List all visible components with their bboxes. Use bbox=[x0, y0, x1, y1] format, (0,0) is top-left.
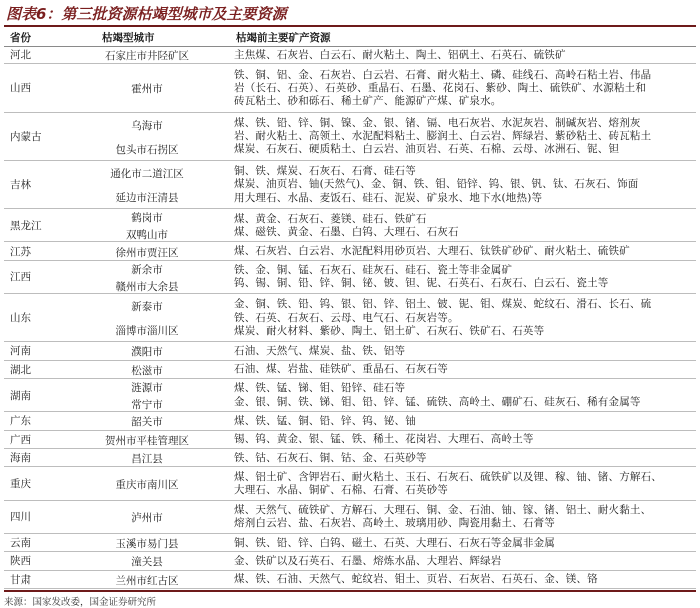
resource-line: 铁、钴、石灰石、铜、钴、金、石英砂等 bbox=[234, 451, 427, 464]
table-row bbox=[4, 261, 696, 294]
resource-line: 煤、黄金、石灰石、菱镁、硅石、铁矿石 bbox=[234, 212, 427, 225]
resources-cell bbox=[234, 165, 692, 205]
city-name: 昌江县 bbox=[131, 453, 163, 466]
province-cell: 海南 bbox=[10, 452, 31, 465]
resource-line: 锡、钨、黄金、银、锰、铁、稀土、花岗岩、大理石、高岭土等 bbox=[234, 433, 534, 446]
city-name: 常宁市 bbox=[131, 398, 163, 411]
resources-cell bbox=[234, 213, 692, 239]
resource-line: 煤、天然气、硫铁矿、方解石、大理石、铜、金、石油、铀、镓、锗、铝土、耐火黏土、 bbox=[234, 504, 652, 517]
city-cell bbox=[66, 242, 228, 259]
table-row bbox=[4, 294, 696, 342]
city-name: 包头市石拐区 bbox=[115, 143, 179, 156]
resource-line: 煤炭、油页岩、铀(天然气)、金、铜、铁、钼、铅锌、钨、银、钒、钛、石灰石、饰面 bbox=[234, 178, 639, 191]
header-city: 枯竭型城市 bbox=[102, 32, 155, 44]
resources-cell bbox=[234, 69, 692, 109]
header-province: 省份 bbox=[10, 32, 31, 44]
resource-line: 主焦煤、石灰岩、白云石、耐火粘土、陶土、铝矾土、石英石、硫铁矿 bbox=[234, 48, 566, 61]
resources-cell bbox=[234, 555, 692, 568]
table-row bbox=[4, 161, 696, 209]
city-cell bbox=[66, 261, 228, 293]
table-row bbox=[4, 361, 696, 379]
resource-line: 石油、天然气、煤炭、盐、铁、铝等 bbox=[234, 344, 406, 357]
city-cell bbox=[66, 209, 228, 241]
city-cell bbox=[66, 161, 228, 208]
resource-line: 铜、铁、煤炭、石灰石、石膏、硅石等 bbox=[234, 165, 416, 178]
resource-line: 石油、煤、岩盐、硅铁矿、重晶石、石灰石等 bbox=[234, 363, 448, 376]
city-cell bbox=[66, 412, 228, 429]
figure-title: 图表6：第三批资源枯竭型城市及主要资源 bbox=[4, 3, 696, 27]
city-cell bbox=[66, 361, 228, 378]
table-row bbox=[4, 467, 696, 500]
province-cell: 广东 bbox=[10, 415, 31, 428]
resource-line: 大理石、水晶、铜矿、石棉、石膏、石英砂等 bbox=[234, 483, 448, 496]
province-cell: 四川 bbox=[10, 511, 31, 524]
province-cell: 甘肃 bbox=[10, 573, 31, 586]
city-name: 贺州市平桂管理区 bbox=[105, 434, 189, 447]
city-cell bbox=[66, 379, 228, 411]
table-row bbox=[4, 113, 696, 161]
resource-line: 煤炭、石灰石、硬质粘土、白云岩、油页岩、石英、石棉、云母、冰洲石、铌、钽 bbox=[234, 143, 620, 156]
province-cell: 湖南 bbox=[10, 389, 31, 402]
province-cell: 山西 bbox=[10, 82, 31, 95]
province-cell: 江西 bbox=[10, 271, 31, 284]
city-name: 鹤岗市 bbox=[131, 212, 163, 225]
city-cell bbox=[66, 552, 228, 569]
resource-line: 金、铁矿以及石英石、石墨、熔炼水晶、大理岩、辉绿岩 bbox=[234, 554, 502, 567]
city-cell bbox=[66, 64, 228, 111]
resource-line: 煤、铁、锰、铜、铅、锌、钨、铋、铀 bbox=[234, 414, 416, 427]
city-name: 韶关市 bbox=[131, 416, 163, 429]
resources-cell bbox=[234, 504, 692, 530]
table-row bbox=[4, 209, 696, 242]
city-cell bbox=[66, 534, 228, 551]
city-name: 霍州市 bbox=[131, 83, 163, 96]
resource-line: 煤、铝土矿、含钾岩石、耐火粘土、玉石、石灰石、硫铁矿以及锂、稼、铀、锗、方解石、 bbox=[234, 470, 662, 483]
province-cell: 河北 bbox=[10, 49, 31, 62]
resource-line: 铜、铁、铅、锌、白钨、磁土、石英、大理石、石灰石等金属非金属 bbox=[234, 536, 555, 549]
province-cell: 陕西 bbox=[10, 555, 31, 568]
resources-cell bbox=[234, 363, 692, 376]
province-cell: 重庆 bbox=[10, 477, 31, 490]
city-name: 兰州市红古区 bbox=[115, 574, 179, 587]
province-cell: 广西 bbox=[10, 433, 31, 446]
header-resources: 枯竭前主要矿产资源 bbox=[236, 32, 331, 44]
resource-line: 岩、耐火粘土、高领土、水泥配料粘土、膨润土、白云岩、辉绿岩、紫砂粘土、砖瓦粘土 bbox=[234, 130, 652, 143]
resource-line: 金、铜、铁、铅、钨、银、铝、锌、铝土、铍、铌、钼、煤炭、蛇纹石、滑石、长石、硫 bbox=[234, 298, 652, 311]
resources-cell bbox=[234, 245, 692, 258]
city-name: 赣州市大余县 bbox=[115, 280, 179, 293]
resource-line: 煤、铁、锰、锑、钼、铅锌、硅石等 bbox=[234, 382, 406, 395]
city-name: 泸州市 bbox=[131, 512, 163, 525]
source-note: 来源：国家发改委，国金证券研究所 bbox=[4, 590, 696, 608]
table-row bbox=[4, 242, 696, 260]
resource-line: 煤炭、耐火材料、紫砂、陶土、铝土矿、石灰石、铁矿石、石英等 bbox=[234, 324, 545, 337]
resource-line: 用大理石、水晶、麦饭石、硅石、泥炭、矿泉水、地下水(地热)等 bbox=[234, 191, 543, 204]
resources-cell bbox=[234, 345, 692, 358]
city-name: 徐州市贾汪区 bbox=[115, 246, 179, 259]
city-name: 石家庄市井陉矿区 bbox=[105, 50, 189, 63]
table-row bbox=[4, 431, 696, 449]
city-name: 双鸭山市 bbox=[126, 229, 168, 242]
city-name: 玉溪市易门县 bbox=[115, 538, 179, 551]
resource-line: 煤、石灰岩、白云岩、水泥配料用砂页岩、大理石、钛铁矿砂矿、耐火粘土、硫铁矿 bbox=[234, 244, 630, 257]
resource-line: 钨、锡、铜、铅、锌、铜、铋、铍、钽、铌、石英石、石灰石、白云石、瓷土等 bbox=[234, 277, 609, 290]
table-row bbox=[4, 449, 696, 467]
province-cell: 河南 bbox=[10, 345, 31, 358]
city-cell bbox=[66, 113, 228, 160]
province-cell: 黑龙江 bbox=[10, 219, 42, 232]
resources-cell bbox=[234, 298, 692, 338]
province-cell: 吉林 bbox=[10, 178, 31, 191]
table-row bbox=[4, 64, 696, 112]
resources-cell bbox=[234, 264, 692, 290]
city-name: 新泰市 bbox=[131, 301, 163, 314]
city-name: 通化市二道江区 bbox=[110, 167, 184, 180]
city-name: 重庆市南川区 bbox=[115, 478, 179, 491]
resources-cell bbox=[234, 537, 692, 550]
resource-line: 铁、石英、石灰石、云母、电气石、石灰岩等。 bbox=[234, 311, 459, 324]
resource-line: 金、银、铜、铁、锑、钼、铅、锌、锰、硫铁、高岭土、硼矿石、硅灰石、稀有金属等 bbox=[234, 395, 641, 408]
province-cell: 云南 bbox=[10, 537, 31, 550]
resources-cell bbox=[234, 433, 692, 446]
resources-cell bbox=[234, 382, 692, 408]
city-name: 延边市汪清县 bbox=[115, 192, 179, 205]
resource-line: 铁、金、铜、锰、石灰石、硅灰石、硅石、瓷土等非金属矿 bbox=[234, 264, 513, 277]
city-cell bbox=[66, 467, 228, 499]
province-cell: 山东 bbox=[10, 312, 31, 325]
resource-line: 煤、铁、铅、锌、铜、镍、金、银、锗、镉、电石灰岩、水泥灰岩、制碱灰岩、熔剂灰 bbox=[234, 116, 641, 129]
resources-cell bbox=[234, 573, 692, 586]
province-cell: 湖北 bbox=[10, 363, 31, 376]
resource-line: 铁、铜、铝、金、石灰岩、白云岩、石膏、耐火粘土、磷、硅线石、高岭石粘土岩、伟晶 bbox=[234, 68, 652, 81]
table-row bbox=[4, 379, 696, 412]
resource-line: 熔剂白云岩、盐、石灰岩、高岭土、玻璃用砂、陶瓷用黏土、石膏等 bbox=[234, 517, 555, 530]
resources-cell bbox=[234, 452, 692, 465]
table-row bbox=[4, 46, 696, 64]
table-row bbox=[4, 534, 696, 552]
city-cell bbox=[66, 46, 228, 63]
table-row bbox=[4, 571, 696, 589]
city-name: 松滋市 bbox=[131, 364, 163, 377]
city-name: 濮阳市 bbox=[131, 346, 163, 359]
table-row bbox=[4, 412, 696, 430]
city-cell bbox=[66, 571, 228, 588]
city-cell bbox=[66, 342, 228, 359]
table-row bbox=[4, 501, 696, 534]
city-cell bbox=[66, 501, 228, 533]
province-cell: 江苏 bbox=[10, 245, 31, 258]
resources-cell bbox=[234, 49, 692, 62]
resources-cell bbox=[234, 415, 692, 428]
resource-line: 砖瓦粘土、砂和砾石、稀土矿产、能源矿产煤、矿泉水。 bbox=[234, 95, 502, 108]
resources-cell bbox=[234, 471, 692, 497]
city-name: 乌海市 bbox=[131, 119, 163, 132]
table-row bbox=[4, 552, 696, 570]
city-name: 涟源市 bbox=[131, 382, 163, 395]
city-name: 淄博市淄川区 bbox=[115, 325, 179, 338]
city-cell bbox=[66, 449, 228, 466]
city-cell bbox=[66, 431, 228, 448]
city-name: 新余市 bbox=[131, 264, 163, 277]
resources-cell bbox=[234, 117, 692, 157]
city-name: 潼关县 bbox=[131, 556, 163, 569]
city-cell bbox=[66, 294, 228, 341]
resource-line: 煤、铁、石油、天然气、蛇纹岩、钼土、页岩、石灰岩、石英石、金、镁、铬 bbox=[234, 573, 598, 586]
resource-line: 岩（长石、石英）、石英砂、重晶石、石墨、花岗石、紫砂、陶土、硫铁矿、水源粘土和 bbox=[234, 81, 647, 94]
table-row bbox=[4, 342, 696, 360]
table-header bbox=[4, 30, 696, 47]
province-cell: 内蒙古 bbox=[10, 130, 42, 143]
resource-line: 煤、磁铁、黄金、石墨、白钨、大理石、石灰石 bbox=[234, 225, 459, 238]
